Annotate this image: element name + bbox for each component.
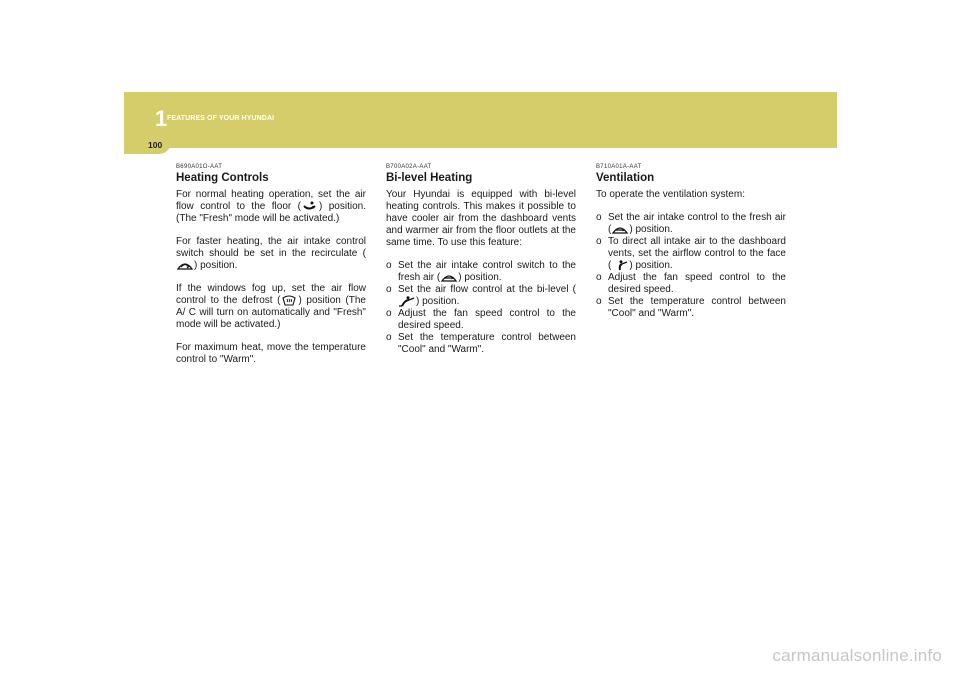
recirculate-icon <box>177 260 193 271</box>
text-fragment: Adjust the fan speed control to the desired speed. <box>398 308 576 332</box>
list-item <box>386 284 576 308</box>
text-fragment: Set the temperature control between "Cool" and "Warm". <box>608 296 786 320</box>
text-fragment: ) position. <box>629 224 673 236</box>
paragraph <box>176 283 366 331</box>
bullet: o <box>596 212 602 223</box>
bullet: o <box>386 332 392 344</box>
bi-level-heating-section <box>386 164 576 356</box>
section-title: Bi-level Heating <box>386 172 473 184</box>
instruction-list <box>386 260 576 356</box>
face-mode-icon <box>612 260 628 271</box>
bullet: o <box>596 272 602 284</box>
list-item <box>596 296 786 320</box>
text-fragment: ) position. <box>458 272 502 284</box>
heating-controls-section <box>176 164 366 377</box>
section-title: Heating Controls <box>176 172 269 184</box>
bullet: o <box>386 308 392 320</box>
list-item <box>386 260 576 284</box>
text-fragment: ) position. <box>194 260 238 272</box>
text-fragment: ) position. (The "Fresh" mode will be activated.) <box>176 201 366 225</box>
fresh-air-icon <box>612 224 628 235</box>
text-fragment: ) position. <box>416 296 460 308</box>
list-item <box>596 212 786 236</box>
defrost-icon <box>281 295 297 306</box>
section-code: B700A02A-AAT <box>386 164 432 170</box>
watermark: carmanualsonline.info <box>772 646 942 665</box>
chapter-title: FEATURES OF YOUR HYUNDAI <box>167 115 275 122</box>
fresh-air-icon <box>441 272 457 283</box>
paragraph: For maximum heat, move the temperature control to "Warm". <box>176 342 366 366</box>
text-fragment: To direct all intake air to the dashboard vents, set the airflow control to the face ( <box>608 236 786 272</box>
paragraph <box>176 189 366 225</box>
paragraph: To operate the ventilation system: <box>596 189 745 200</box>
floor-mode-icon <box>302 201 318 212</box>
section-code: B690A01O-AAT <box>176 164 223 170</box>
text-fragment: ) position. <box>629 260 673 272</box>
chapter-number: 1 <box>155 106 168 131</box>
page-number: 100 <box>148 140 163 150</box>
text-fragment: Set the air flow control at the bi-level ( <box>398 284 576 296</box>
text-fragment: If the windows fog up, set the air flow control to the defrost ( <box>176 283 366 307</box>
bi-level-icon <box>399 296 415 307</box>
text-fragment: ) position (The A/ C will turn on automatically and "Fresh" mode will be activated.) <box>176 295 366 331</box>
section-code: B710A01A-AAT <box>596 164 642 170</box>
bullet: o <box>596 236 602 248</box>
list-item <box>386 332 576 356</box>
instruction-list <box>596 212 786 320</box>
bullet: o <box>596 296 602 308</box>
text-fragment: For normal heating operation, set the air flow control to the floor ( <box>176 189 366 213</box>
bullet: o <box>386 284 392 296</box>
text-fragment: Set the temperature control between "Cool" and "Warm". <box>398 332 576 356</box>
list-item <box>596 236 786 272</box>
text-fragment: For faster heating, the air intake control switch should be set in the recirculate ( <box>176 236 366 260</box>
section-title: Ventilation <box>596 172 655 184</box>
text-fragment: Set the air intake control to the fresh air ( <box>608 212 786 236</box>
bullet: o <box>386 260 392 271</box>
list-item <box>596 272 786 296</box>
text-fragment: Adjust the fan speed control to the desired speed. <box>608 272 786 296</box>
paragraph <box>176 236 366 272</box>
text-fragment: Set the air intake control switch to the fresh air ( <box>398 260 576 284</box>
list-item <box>386 308 576 332</box>
ventilation-section <box>596 164 786 320</box>
paragraph: Your Hyundai is equipped with bi-level heating controls. This makes it possible to have cooler air from the dashboard vents and warmer air from the floor outlets at the same time. To use this feature: <box>386 189 576 248</box>
